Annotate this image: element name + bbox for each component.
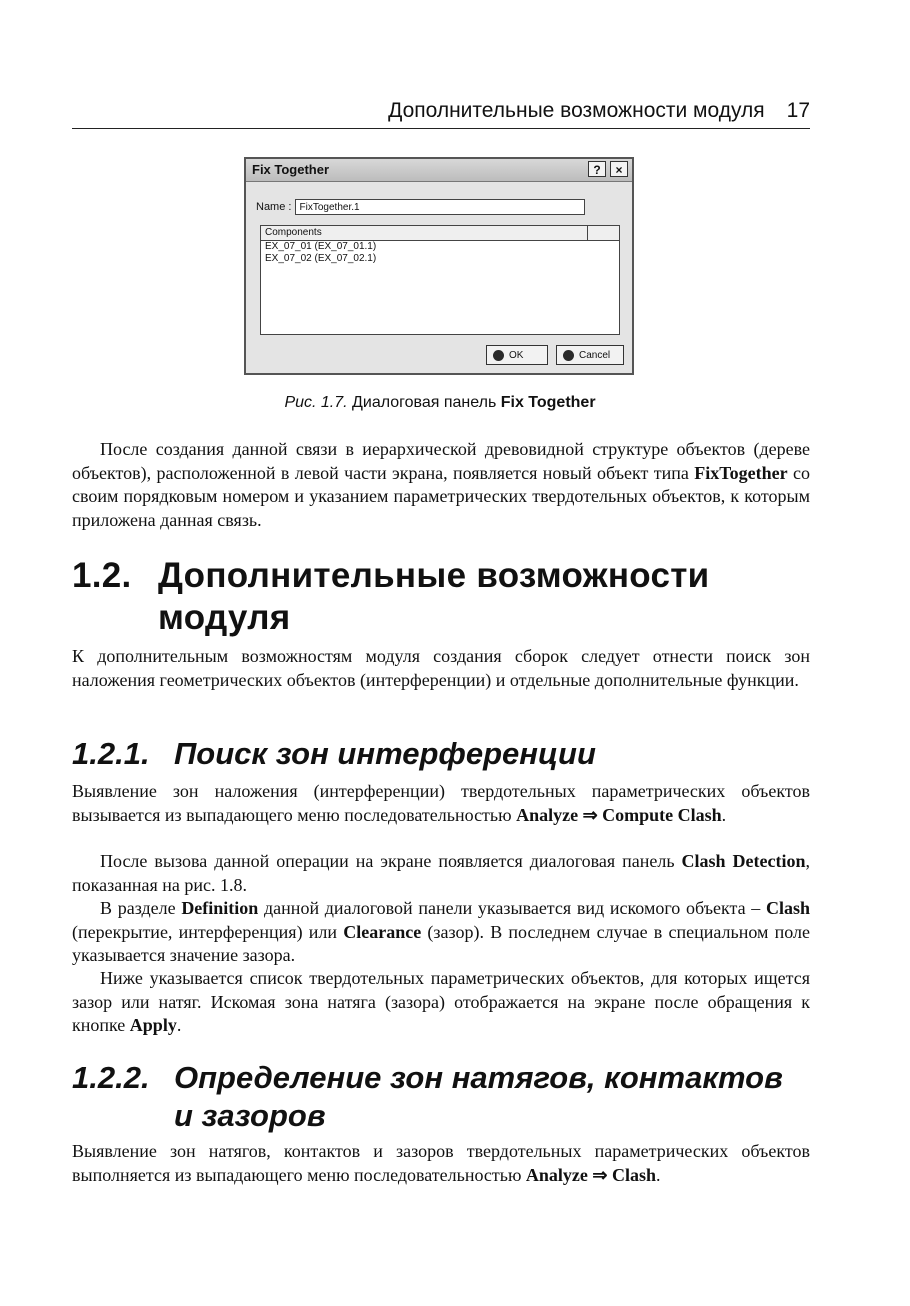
bold-term: Clash Detection (681, 851, 806, 871)
caption-text: Диалоговая панель (352, 394, 497, 411)
text-span: В разделе (100, 898, 182, 918)
text-span: Ниже указывается список твердотельных параметрических объектов, для которых ищется зазор или натяг. Искомая зона натяга (зазора) отображается на экране после обращения к кнопке (72, 968, 810, 1035)
text-span: Выявление зон натягов, контактов и зазоров твердотельных параметрических объектов выполняется из выпадающего меню последовательностью (72, 1141, 810, 1185)
list-item[interactable]: EX_07_02 (EX_07_02.1) (265, 253, 377, 264)
figure-caption (0, 394, 880, 412)
dialog-titlebar (246, 159, 632, 182)
section-number: 1.2. (72, 556, 132, 595)
section-title-line2: и зазоров (174, 1098, 326, 1133)
components-list[interactable] (260, 225, 620, 335)
caption-bold: Fix Together (500, 394, 596, 411)
name-row (256, 199, 585, 215)
text-span: . (176, 1015, 182, 1035)
text-span: данной диалоговой панели указывается вид искомого объекта – (258, 898, 766, 918)
bold-term: Clash (765, 898, 810, 918)
header-divider (587, 226, 588, 240)
section-number: 1.2.2. (72, 1060, 150, 1095)
section-number: 1.2.1. (72, 736, 150, 771)
components-header (261, 226, 619, 241)
text-span: (перекрытие, интерференция) или (72, 921, 344, 942)
text-span: . (656, 1164, 661, 1185)
fix-together-dialog (244, 157, 634, 375)
close-icon[interactable]: × (610, 161, 628, 177)
running-header-title: Дополнительные возможности модуля (388, 99, 765, 122)
text-span: После создания данной связи в иерархической древовидной структуре объектов (дереве объектов), расположенной в левой части экрана, появляется новый объект типа (72, 439, 810, 483)
dialog-footer (246, 339, 632, 373)
text-span: . (721, 804, 727, 825)
help-icon[interactable]: ? (588, 161, 606, 177)
list-item[interactable]: EX_07_01 (EX_07_01.1) (265, 241, 377, 252)
section-title: Поиск зон интерференции (174, 736, 596, 771)
running-header (72, 96, 810, 129)
paragraph-definition (72, 897, 810, 968)
cancel-button[interactable] (556, 345, 624, 365)
text-span: со своим порядковым номером и указанием параметрических твердотельных объектов, к которым приложена данная связь. (72, 462, 810, 530)
dialog-title: Fix Together (252, 162, 330, 177)
bold-term: Definition (181, 898, 259, 918)
caption-prefix: Рис. 1.7. (284, 394, 348, 411)
section-heading-1-2 (72, 555, 810, 639)
section-title-line1: Определение зон натягов, контактов (174, 1060, 783, 1095)
paragraph-analyze-clash (72, 1140, 810, 1187)
cancel-icon (563, 350, 574, 361)
components-header-label: Components (265, 227, 322, 238)
section-title-line2: модуля (158, 598, 291, 637)
ok-button[interactable] (486, 345, 548, 365)
bold-term: FixTogether (694, 462, 788, 483)
bold-term: Analyze ⇒ Compute Clash (516, 804, 722, 825)
bold-term: Clearance (343, 921, 422, 942)
section-heading-1-2-1 (72, 735, 810, 773)
paragraph-apply (72, 967, 810, 1038)
bold-term: Analyze ⇒ Clash (525, 1164, 657, 1185)
intro-paragraph (72, 438, 810, 532)
paragraph-compute-clash (72, 780, 810, 827)
bold-term: Apply (129, 1015, 177, 1035)
text-span: Выявление зон наложения (интерференции) твердотельных параметрических объектов вызывается из выпадающего меню последовательностью (72, 781, 810, 825)
cancel-label: Cancel (579, 350, 611, 361)
paragraph-clash-detection (72, 850, 810, 897)
name-input[interactable]: FixTogether.1 (295, 199, 585, 215)
name-label: Name : (256, 200, 292, 213)
section-1-2-paragraph: К дополнительным возможностям модуля создания сборок следует отнести поиск зон наложения геометрических объектов (интерференции) и отдельные дополнительные функции. (72, 646, 810, 690)
text-span: После вызова данной операции на экране появляется диалоговая панель (100, 851, 682, 871)
text-span: (зазор). В последнем случае в специальном поле указывается значение зазора. (72, 921, 810, 965)
section-heading-1-2-2 (72, 1059, 810, 1135)
ok-label: OK (509, 350, 524, 361)
ok-icon (493, 350, 504, 361)
text-span: , показанная на рис. 1.8. (72, 851, 811, 895)
page-number: 17 (786, 99, 810, 122)
section-title-line1: Дополнительные возможности (158, 556, 710, 595)
